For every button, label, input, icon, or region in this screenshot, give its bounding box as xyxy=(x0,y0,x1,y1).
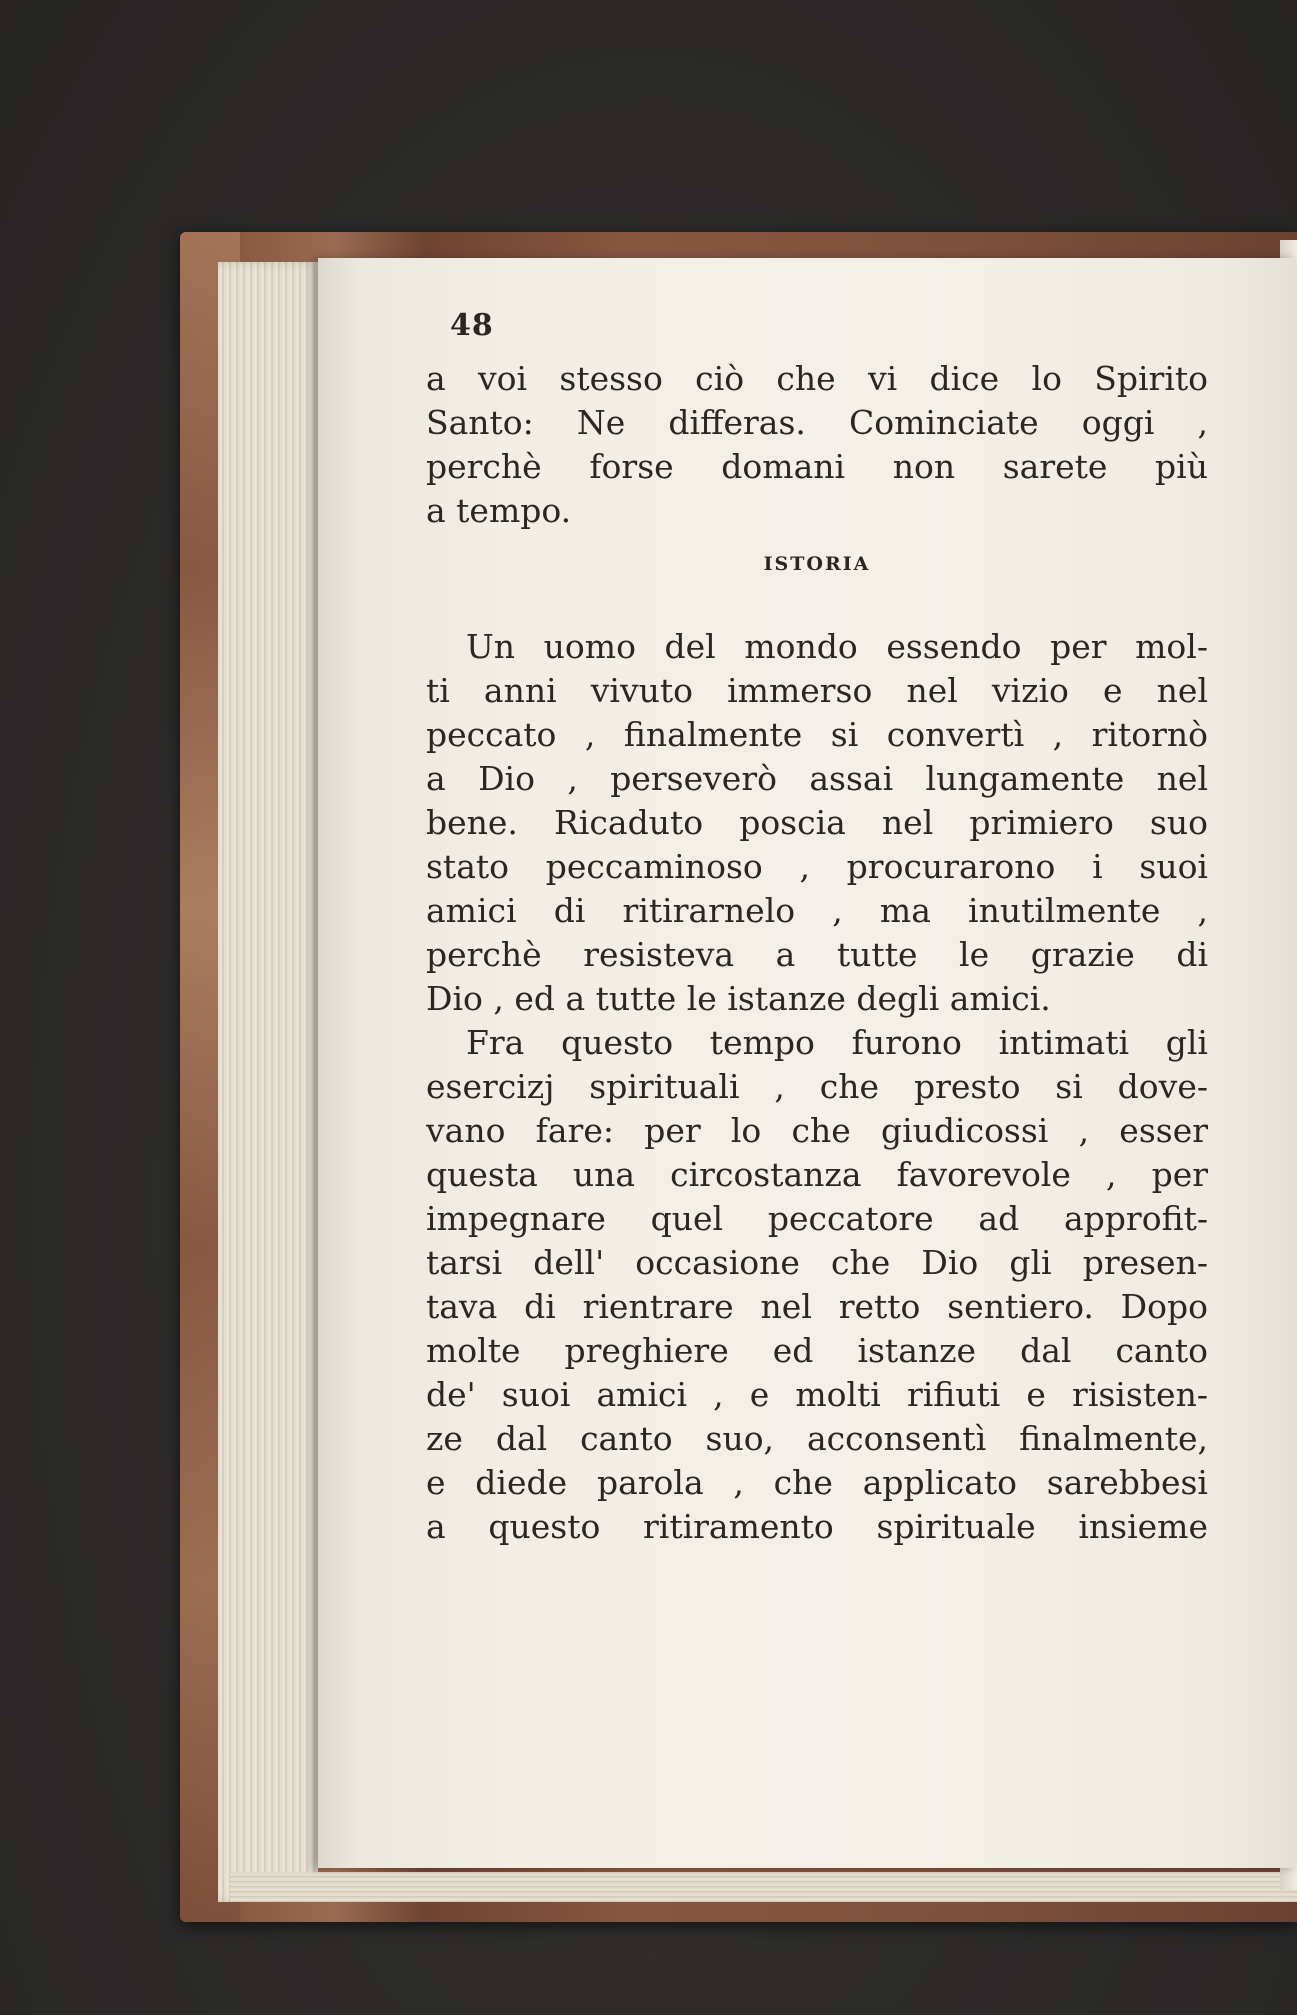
text-line: ti anni vivuto immerso nel vizio e nel xyxy=(426,671,1208,710)
text-line: a questo ritiramento spirituale insieme xyxy=(426,1507,1208,1546)
text-line: Santo: Ne differas. Cominciate oggi , xyxy=(426,403,1208,442)
text-line: a Dio , perseverò assai lungamente nel xyxy=(426,759,1208,798)
text-line: Dio , ed a tutte le istanze degli amici. xyxy=(426,979,1051,1018)
text-line: perchè forse domani non sarete più xyxy=(426,447,1208,486)
text-line: de' suoi amici , e molti rifiuti e risisten- xyxy=(426,1375,1208,1414)
text-line: ze dal canto suo, acconsentì finalmente, xyxy=(426,1419,1208,1458)
text-line: perchè resisteva a tutte le grazie di xyxy=(426,935,1208,974)
book-page xyxy=(318,258,1297,1868)
text-line: Fra questo tempo furono intimati gli xyxy=(466,1023,1208,1062)
text-line: a tempo. xyxy=(426,491,572,530)
page-text xyxy=(426,308,1208,1549)
section-heading: ISTORIA xyxy=(763,553,871,575)
intro-paragraph xyxy=(426,357,1208,533)
story-paragraph-1 xyxy=(426,625,1208,1021)
text-line: molte preghiere ed istanze dal canto xyxy=(426,1331,1208,1370)
page-number: 48 xyxy=(450,308,494,343)
text-line: vano fare: per lo che giudicossi , esser xyxy=(426,1111,1208,1150)
text-line: peccato , finalmente si convertì , ritornò xyxy=(426,715,1208,754)
text-line: tava di rientrare nel retto sentiero. Dopo xyxy=(426,1287,1208,1326)
text-line: Un uomo del mondo essendo per mol- xyxy=(466,627,1208,666)
text-line: stato peccaminoso , procurarono i suoi xyxy=(426,847,1208,886)
text-line: a voi stesso ciò che vi dice lo Spirito xyxy=(426,359,1208,398)
page-stack xyxy=(218,262,318,1902)
text-line: questa una circostanza favorevole , per xyxy=(426,1155,1208,1194)
text-line: amici di ritirarnelo , ma inutilmente , xyxy=(426,891,1208,930)
text-line: bene. Ricaduto poscia nel primiero suo xyxy=(426,803,1208,842)
text-line: tarsi dell' occasione che Dio gli presen- xyxy=(426,1243,1208,1282)
text-line: esercizj spirituali , che presto si dove- xyxy=(426,1067,1208,1106)
text-line: impegnare quel peccatore ad approfit- xyxy=(426,1199,1208,1238)
text-line: e diede parola , che applicato sarebbesi xyxy=(426,1463,1208,1502)
page-stack-bottom xyxy=(230,1872,1297,1902)
story-paragraph-2 xyxy=(426,1021,1208,1549)
